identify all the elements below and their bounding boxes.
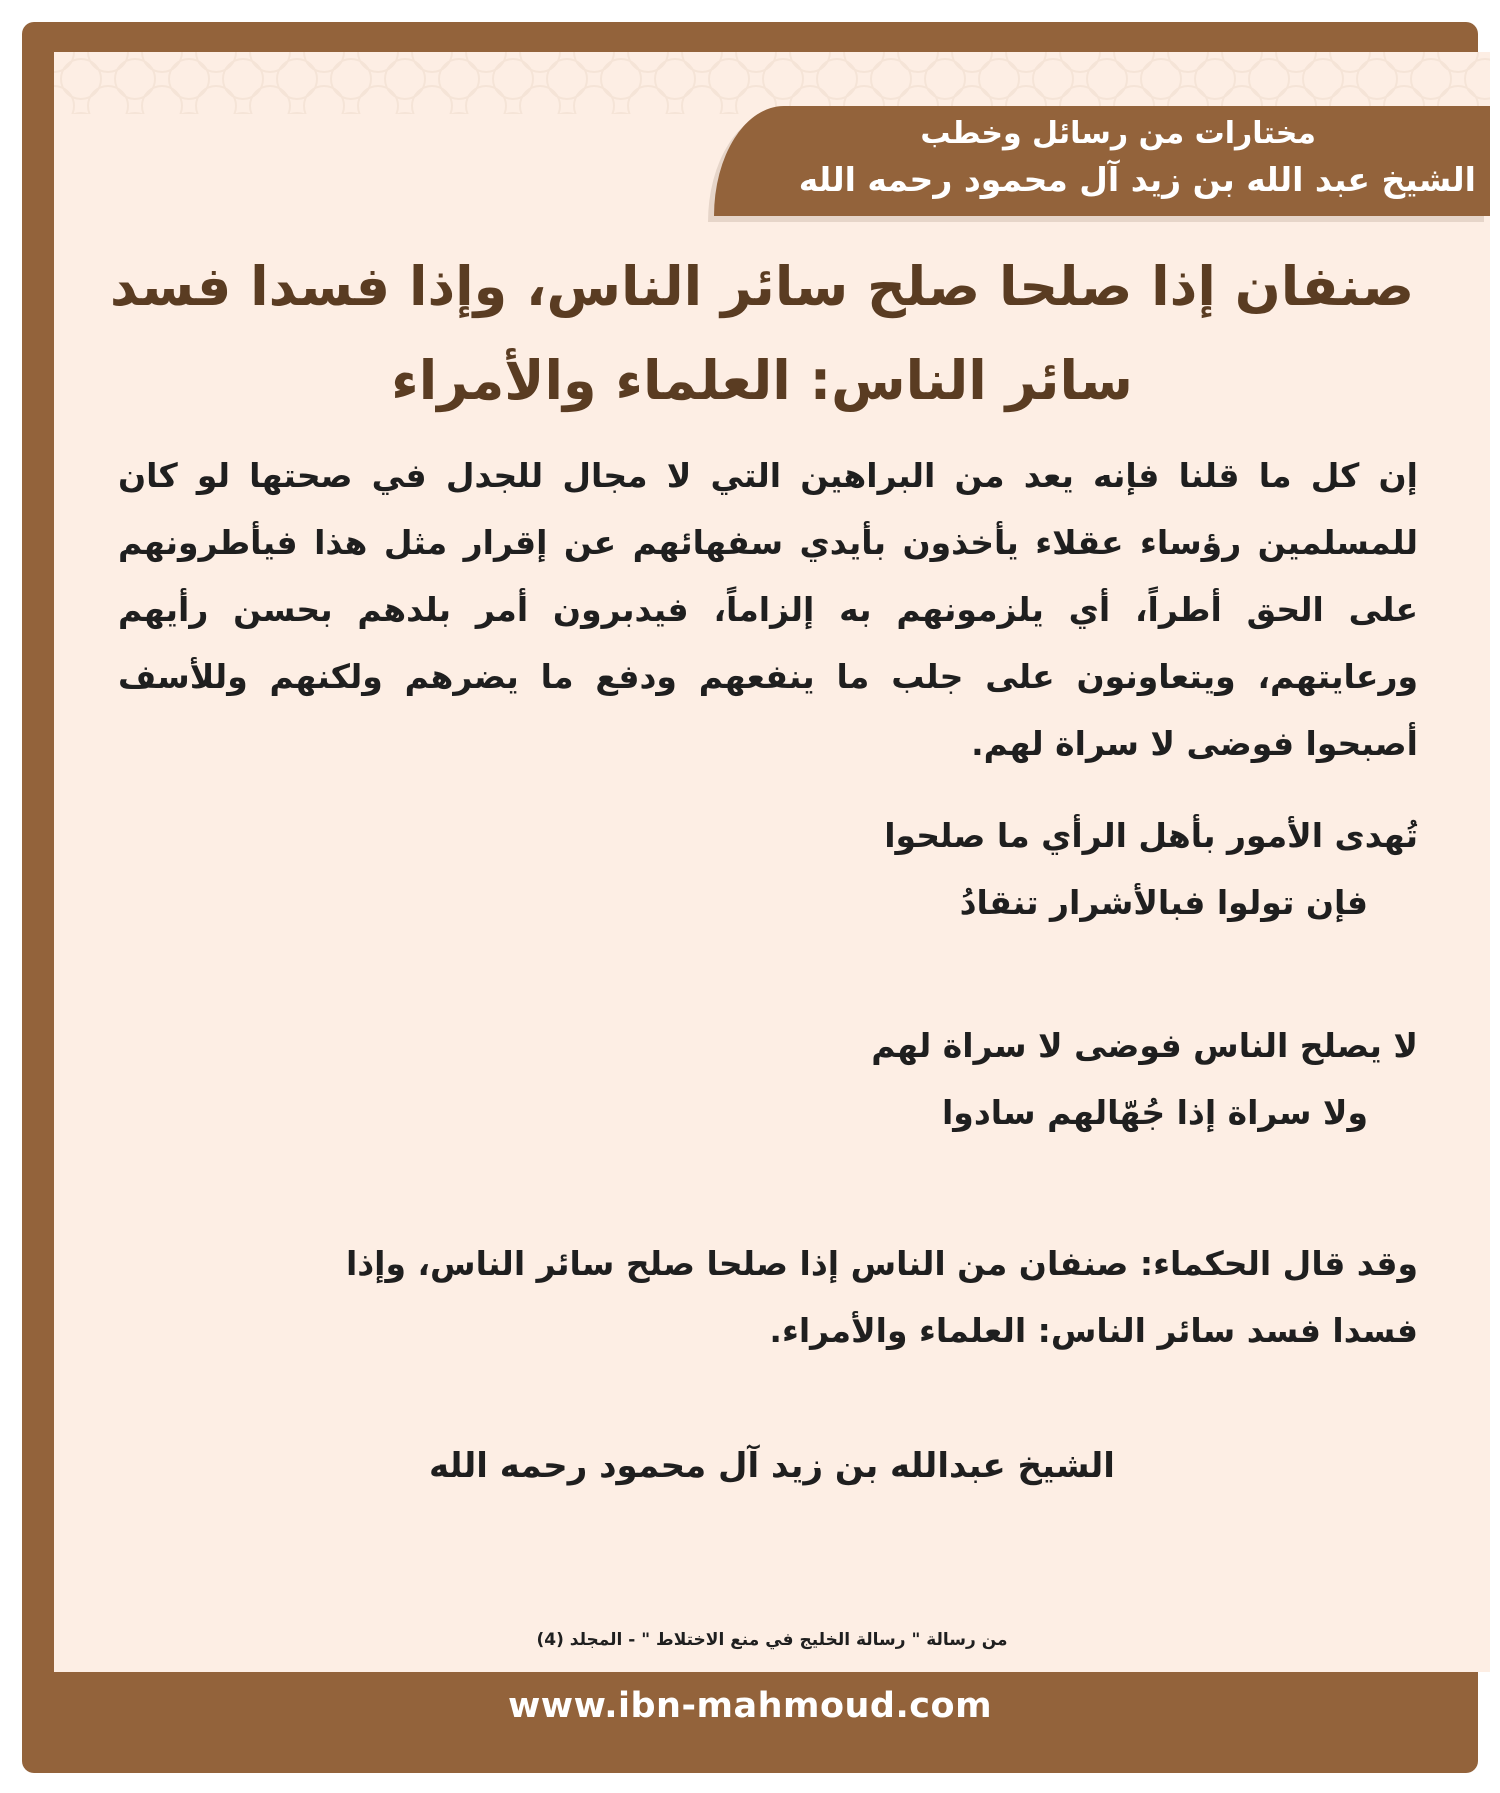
saying-line-1: وقد قال الحكماء: صنفان من الناس إذا صلحا صلح سائر الناس، وإذا <box>345 1244 1418 1283</box>
verse-2-line-1: لا يصلح الناس فوضى لا سراة لهم <box>871 1026 1418 1065</box>
main-paragraph: إن كل ما قلنا فإنه يعد من البراهين التي لا مجال للجدل في صحتها لو كان للمسلمين رؤساء عقلاء يأخذون بأيدي سفهائهم عن إقرار مثل هذا فيأطرونهم على الحق أطراً، أي يلزمونهم به إلزاماً، فيدبرون أمر بلدهم بحسن رأيهم ورعايتهم، ويتعاونون على جلب ما ينفعهم ودفع ما يضرهم ولكنهم وللأسف أصبحوا فوضى لا سراة لهم. <box>118 456 1418 763</box>
banner-author: الشيخ عبد الله بن زيد آل محمود رحمه الله <box>798 160 1476 199</box>
page-frame <box>22 22 1478 1773</box>
header-banner <box>714 106 1490 216</box>
page-title: صنفان إذا صلحا صلح سائر الناس، وإذا فسدا فسد سائر الناس: العلماء والأمراء <box>109 255 1415 412</box>
poem-verse-2 <box>118 1012 1418 1146</box>
source-citation: من رسالة " رسالة الخليج في منع الاختلاط " - المجلد (4) <box>536 1630 1008 1650</box>
decorative-pattern <box>54 52 1490 114</box>
verse-1-line-2: فإن تولوا فبالأشرار تنقادُ <box>959 883 1368 922</box>
author-signature: الشيخ عبدالله بن زيد آل محمود رحمه الله <box>429 1446 1115 1486</box>
poem-verse-1 <box>118 802 1418 936</box>
website-link[interactable]: www.ibn-mahmoud.com <box>507 1686 993 1726</box>
saying-line-2: فسدا فسد سائر الناس: العلماء والأمراء. <box>769 1311 1418 1350</box>
verse-2-line-2: ولا سراة إذا جُهّالهم سادوا <box>942 1093 1368 1132</box>
content-card <box>54 52 1490 1672</box>
verse-1-line-1: تُهدى الأمور بأهل الرأي ما صلحوا <box>884 816 1418 855</box>
wise-saying <box>118 1230 1418 1364</box>
banner-subtitle: مختارات من رسائل وخطب <box>920 116 1316 151</box>
